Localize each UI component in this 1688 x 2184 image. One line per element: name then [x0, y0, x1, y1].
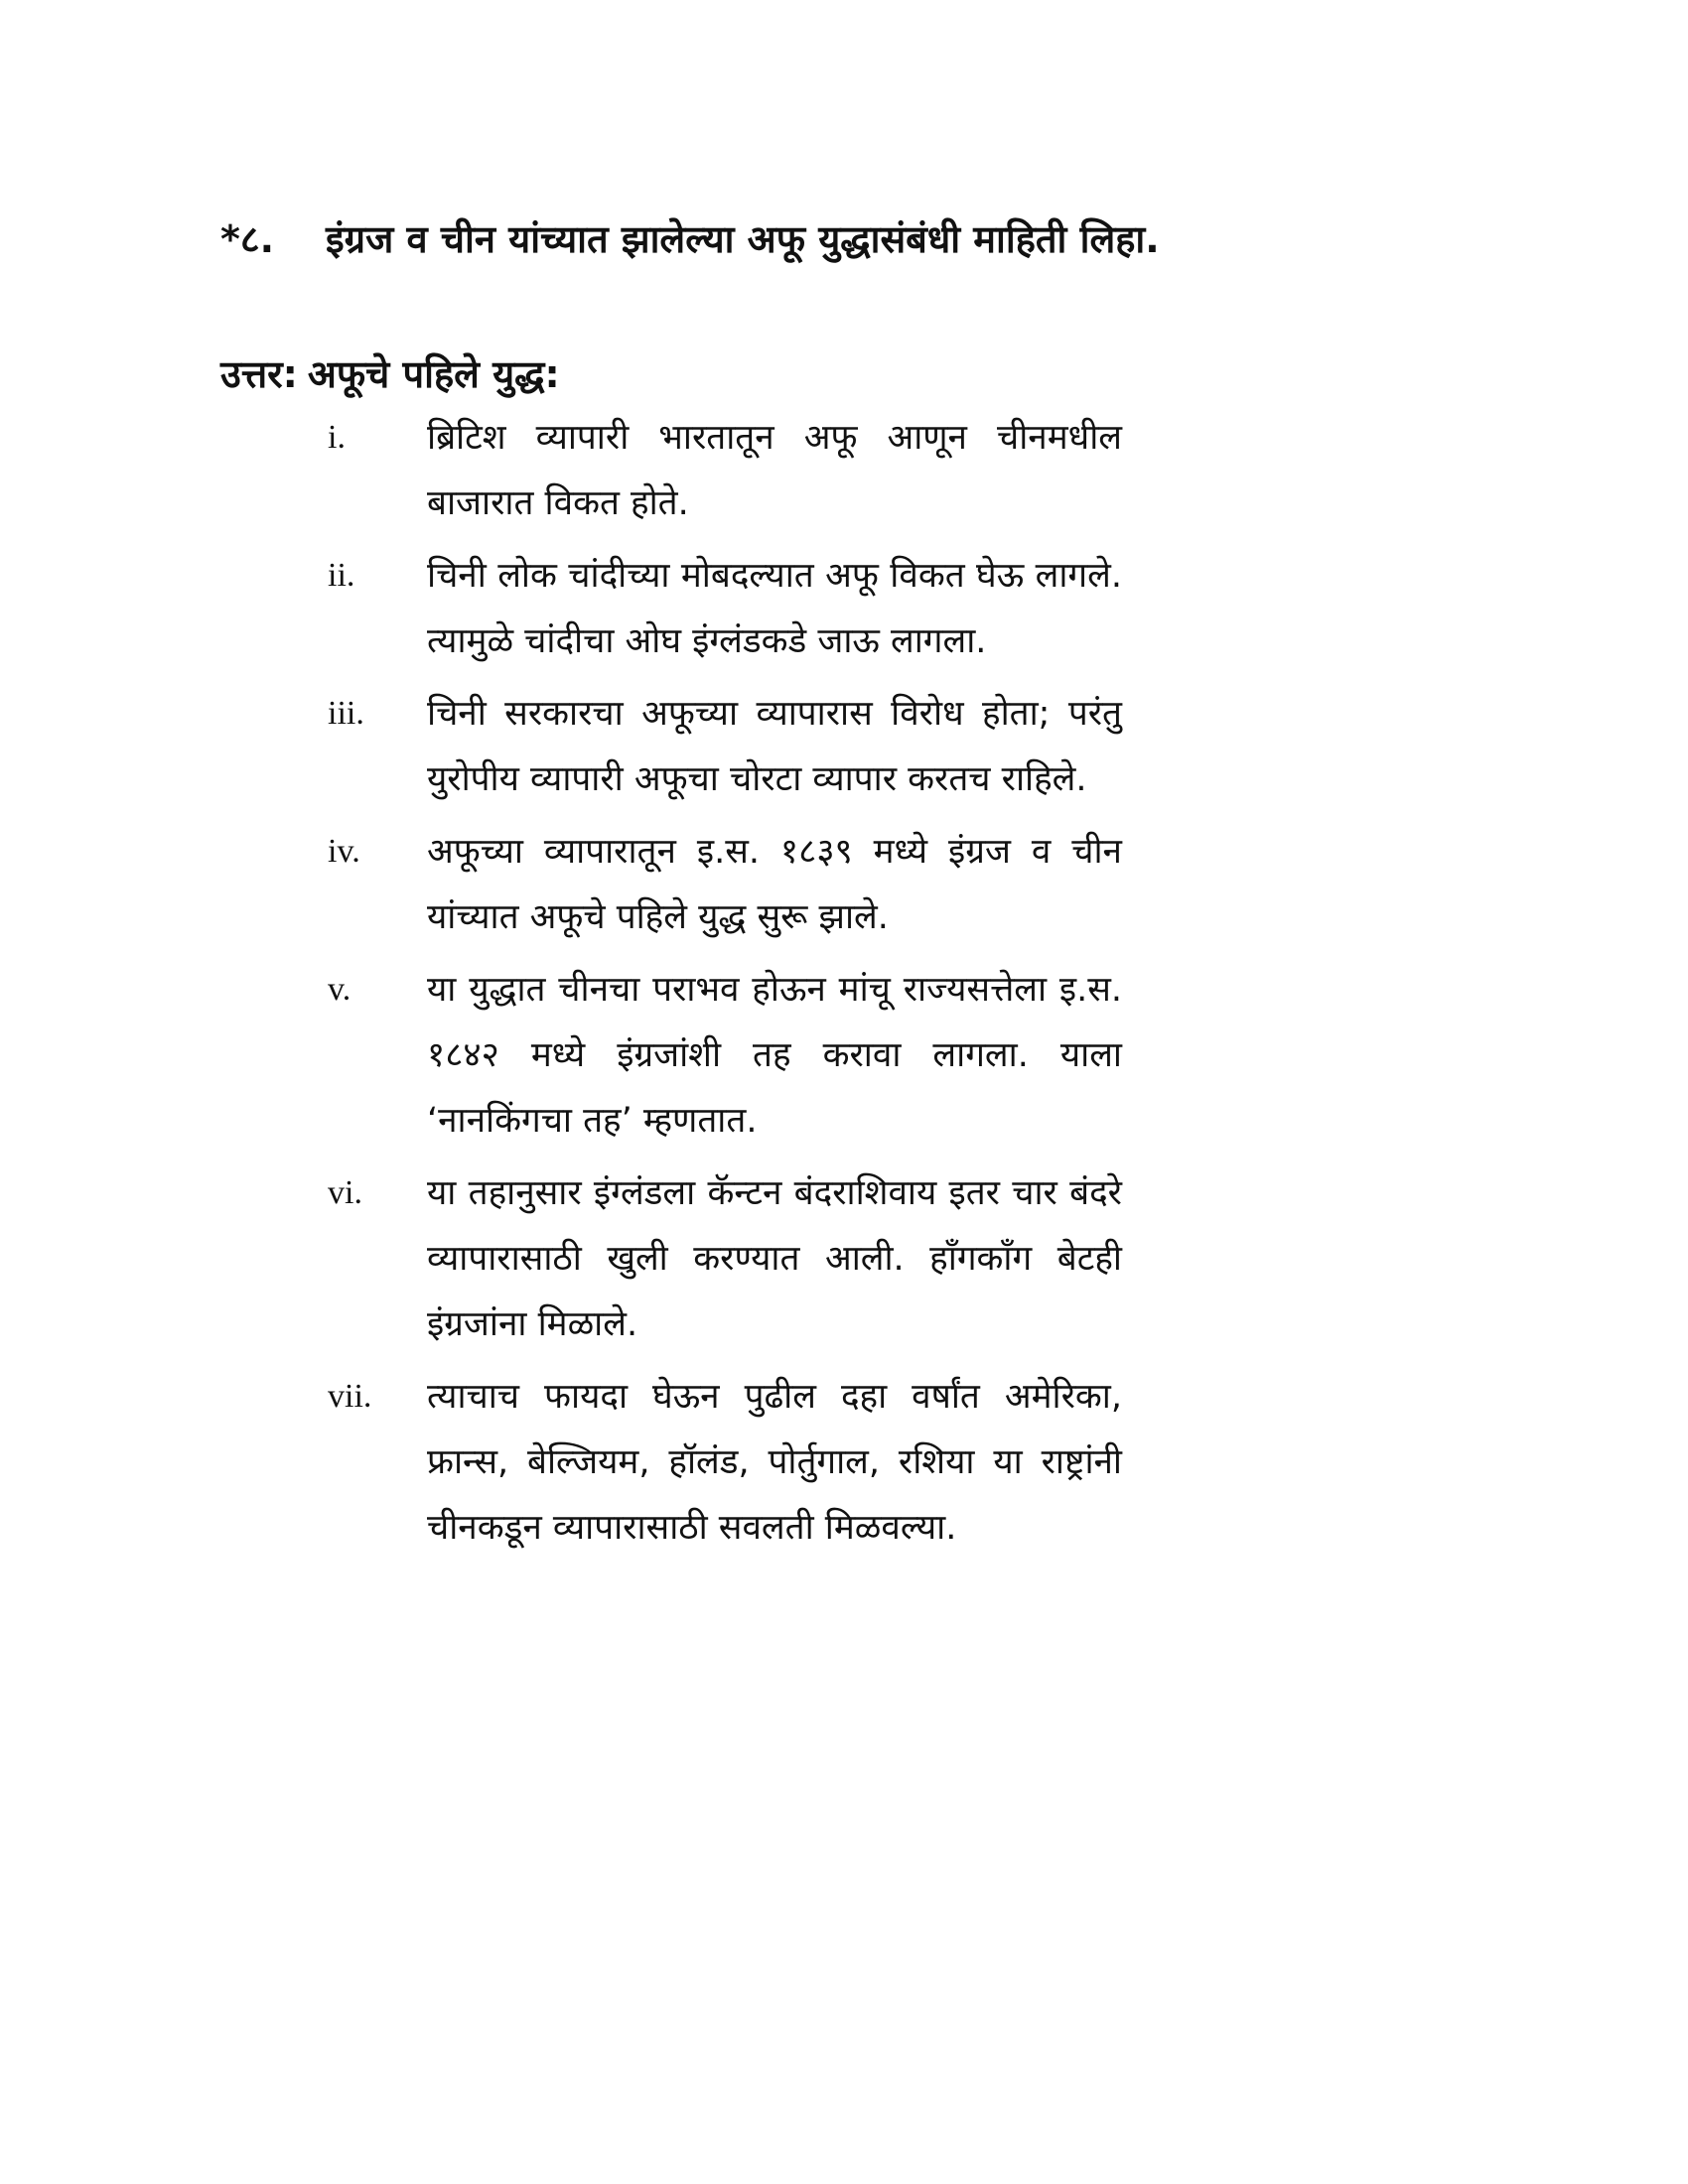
list-item-numeral: vi. — [328, 1174, 362, 1211]
list-item — [318, 405, 1132, 536]
list-item — [318, 1160, 1132, 1357]
list-item — [318, 1364, 1132, 1561]
answer-heading-row — [220, 341, 560, 407]
list-item-numeral: iii. — [328, 695, 364, 732]
list-item-text: या युद्धात चीनचा पराभव होऊन मांचू राज्यसत्तेला इ.स. १८४२ मध्ये इंग्रजांशी तह करावा लागला. याला ‘नानकिंगचा तह’ म्हणतात. — [427, 970, 1122, 1141]
list-item-text: चिनी लोक चांदीच्या मोबदल्यात अफू विकत घेऊ लागले. त्यामुळे चांदीचा ओघ इंग्लंडकडे जाऊ लागला. — [427, 556, 1122, 661]
list-item-text: या तहानुसार इंग्लंडला कॅन्टन बंदराशिवाय इतर चार बंदरे व्यापारासाठी खुली करण्यात आली. हाँगकाँग बेटही इंग्रजांना मिळाले. — [427, 1173, 1122, 1344]
list-item — [318, 819, 1132, 950]
question-text: इंग्रज व चीन यांच्यात झालेल्या अफू युद्धासंबंधी माहिती लिहा. — [326, 217, 1160, 261]
list-item-text: ब्रिटिश व्यापारी भारतातून अफू आणून चीनमधील बाजारात विकत होते. — [427, 418, 1122, 523]
list-item-text: त्याचाच फायदा घेऊन पुढील दहा वर्षांत अमेरिका, फ्रान्स, बेल्जियम, हॉलंड, पोर्तुगाल, रशिया या राष्ट्रांनी चीनकडून व्यापारासाठी सवलती मिळवल्या. — [427, 1377, 1122, 1548]
list-item-numeral: v. — [328, 971, 352, 1008]
list-item-text: चिनी सरकारचा अफूच्या व्यापारास विरोध होता; परंतु युरोपीय व्यापारी अफूचा चोरटा व्यापार करतच राहिले. — [427, 694, 1122, 799]
list-item — [318, 543, 1132, 674]
list-item — [318, 681, 1132, 812]
list-item-numeral: iv. — [328, 833, 360, 870]
list-item-numeral: ii. — [328, 557, 355, 594]
list-item — [318, 957, 1132, 1154]
question-number: *८. — [220, 217, 275, 261]
list-item-numeral: vii. — [328, 1378, 372, 1415]
list-item-text: अफूच्या व्यापारातून इ.स. १८३९ मध्ये इंग्रज व चीन यांच्यात अफूचे पहिले युद्ध सुरू झाले. — [427, 832, 1122, 937]
answer-label: उत्तर: — [220, 352, 298, 396]
answer-list — [318, 405, 1132, 1568]
answer-heading: अफूचे पहिले युद्ध: — [307, 352, 560, 396]
list-item-numeral: i. — [328, 419, 346, 456]
